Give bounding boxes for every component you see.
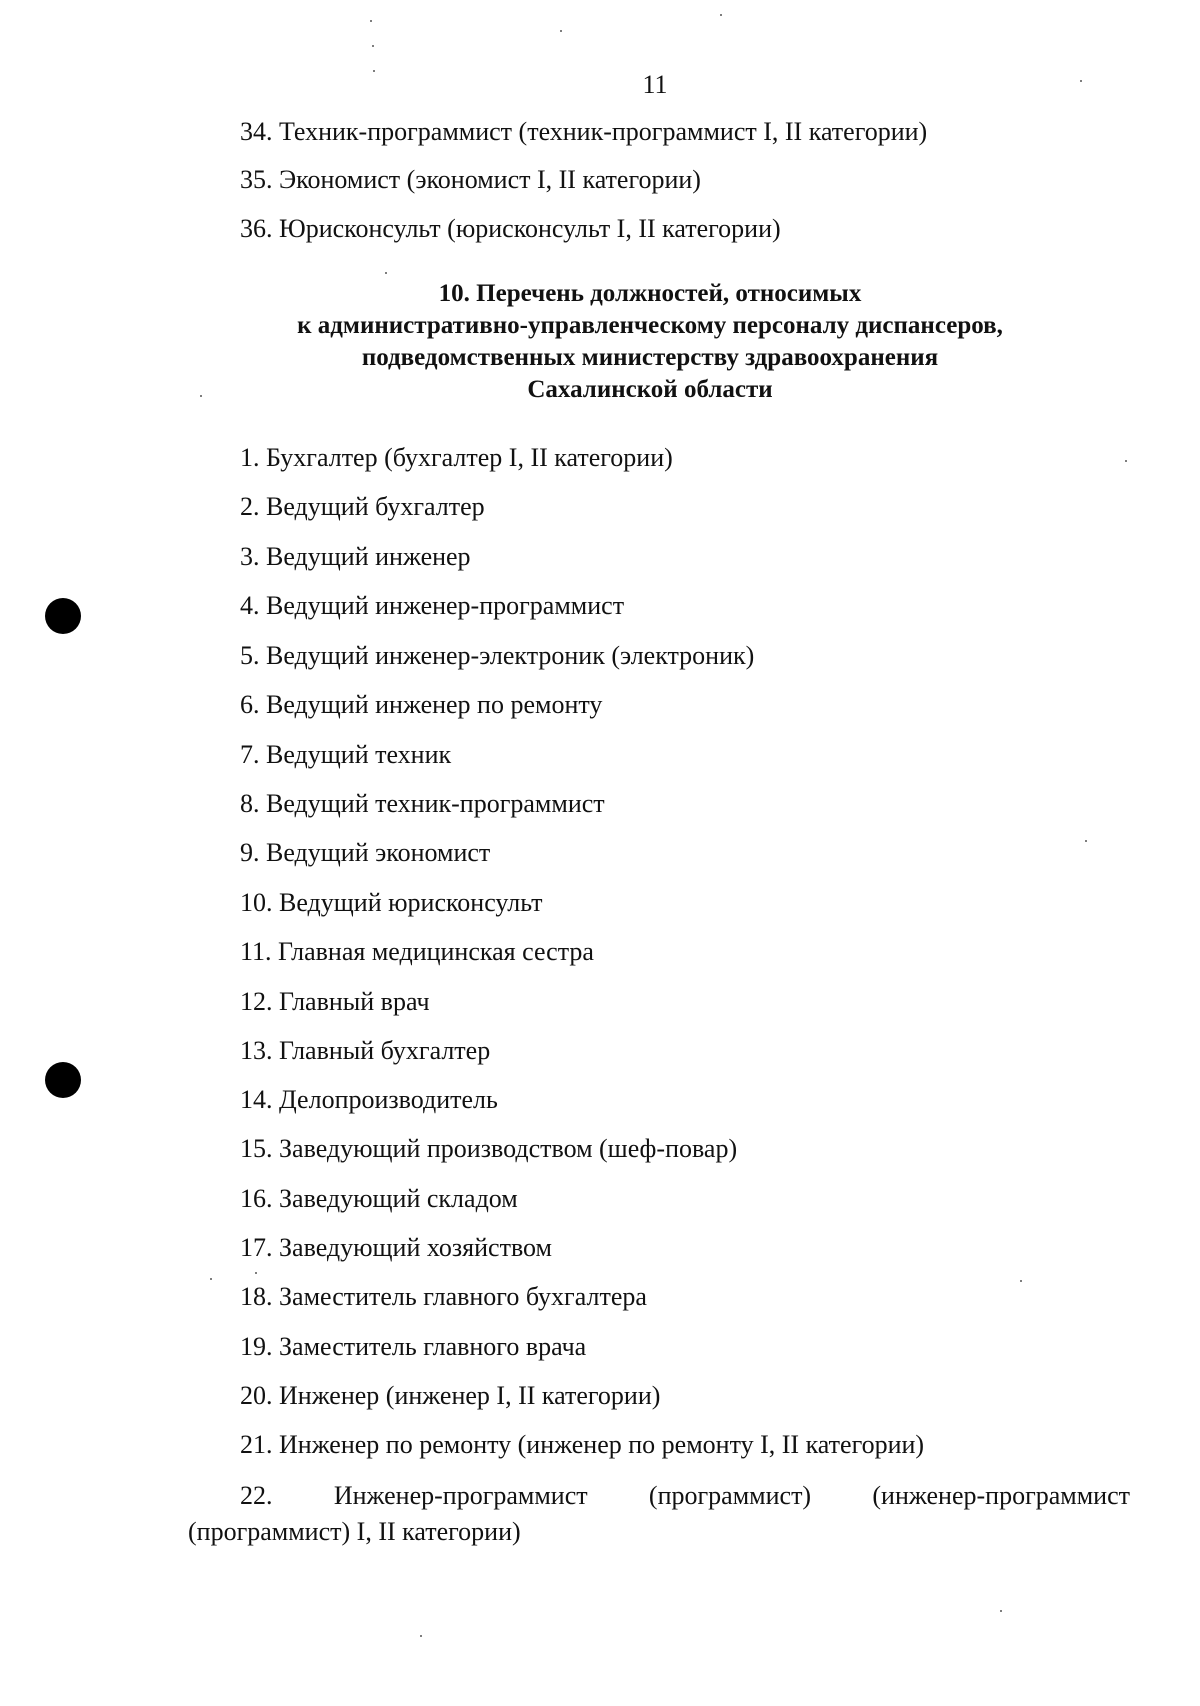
heading-line: Сахалинской области — [527, 376, 773, 403]
list-item: 4. Ведущий инженер-программист — [240, 591, 625, 620]
list-item-wrapped: 22. Инженер-программист (программист) (инженер-программист (программист) I, II категории) — [188, 1481, 1130, 1546]
scan-speck — [210, 1278, 212, 1280]
punch-hole — [45, 1062, 81, 1098]
punch-hole — [45, 598, 81, 634]
list-item: 16. Заведующий складом — [240, 1184, 518, 1213]
list-item: 35. Экономист (экономист I, II категории) — [240, 165, 701, 194]
list-item: 36. Юрисконсульт (юрисконсульт I, II категории) — [240, 214, 781, 243]
list-item: 6. Ведущий инженер по ремонту — [240, 690, 603, 719]
scan-speck — [1085, 840, 1087, 842]
list-item: 15. Заведующий производством (шеф-повар) — [240, 1134, 738, 1163]
list-item: 10. Ведущий юрисконсульт — [240, 888, 543, 917]
scan-speck — [560, 30, 562, 32]
scan-speck — [200, 395, 202, 397]
heading-line: к административно-управленческому персоналу диспансеров, — [297, 312, 1003, 339]
list-item: 1. Бухгалтер (бухгалтер I, II категории) — [240, 443, 673, 472]
scan-speck — [1000, 1610, 1002, 1612]
scan-speck — [255, 1272, 257, 1274]
list-item: 21. Инженер по ремонту (инженер по ремонту I, II категории) — [240, 1430, 925, 1459]
list-item: 9. Ведущий экономист — [240, 838, 491, 867]
page-number: 11 — [642, 70, 668, 99]
heading-line: подведомственных министерству здравоохранения — [361, 344, 939, 371]
list-item: 34. Техник-программист (техник-программист I, II категории) — [240, 117, 928, 146]
list-item: 12. Главный врач — [240, 987, 430, 1016]
scan-speck — [1125, 460, 1127, 462]
list-item: 7. Ведущий техник — [240, 740, 452, 769]
scan-speck — [420, 1635, 422, 1637]
list-item: 20. Инженер (инженер I, II категории) — [240, 1381, 661, 1410]
list-item: 2. Ведущий бухгалтер — [240, 492, 485, 521]
scan-speck — [1020, 1280, 1022, 1282]
scan-speck — [720, 14, 722, 16]
list-item: 19. Заместитель главного врача — [240, 1332, 587, 1361]
scan-speck — [370, 20, 372, 22]
scan-speck — [372, 45, 374, 47]
list-item: 14. Делопроизводитель — [240, 1085, 498, 1114]
list-item: 5. Ведущий инженер-электроник (электроник) — [240, 641, 755, 670]
scan-speck — [385, 272, 387, 274]
list-item: 11. Главная медицинская сестра — [240, 937, 594, 966]
list-item: 13. Главный бухгалтер — [240, 1036, 491, 1065]
list-item: 17. Заведующий хозяйством — [240, 1233, 552, 1262]
list-item: 8. Ведущий техник-программист — [240, 789, 605, 818]
heading-line: 10. Перечень должностей, относимых — [438, 280, 862, 307]
section-heading — [240, 278, 1060, 406]
list-item: 18. Заместитель главного бухгалтера — [240, 1282, 647, 1311]
list-item: 3. Ведущий инженер — [240, 542, 471, 571]
